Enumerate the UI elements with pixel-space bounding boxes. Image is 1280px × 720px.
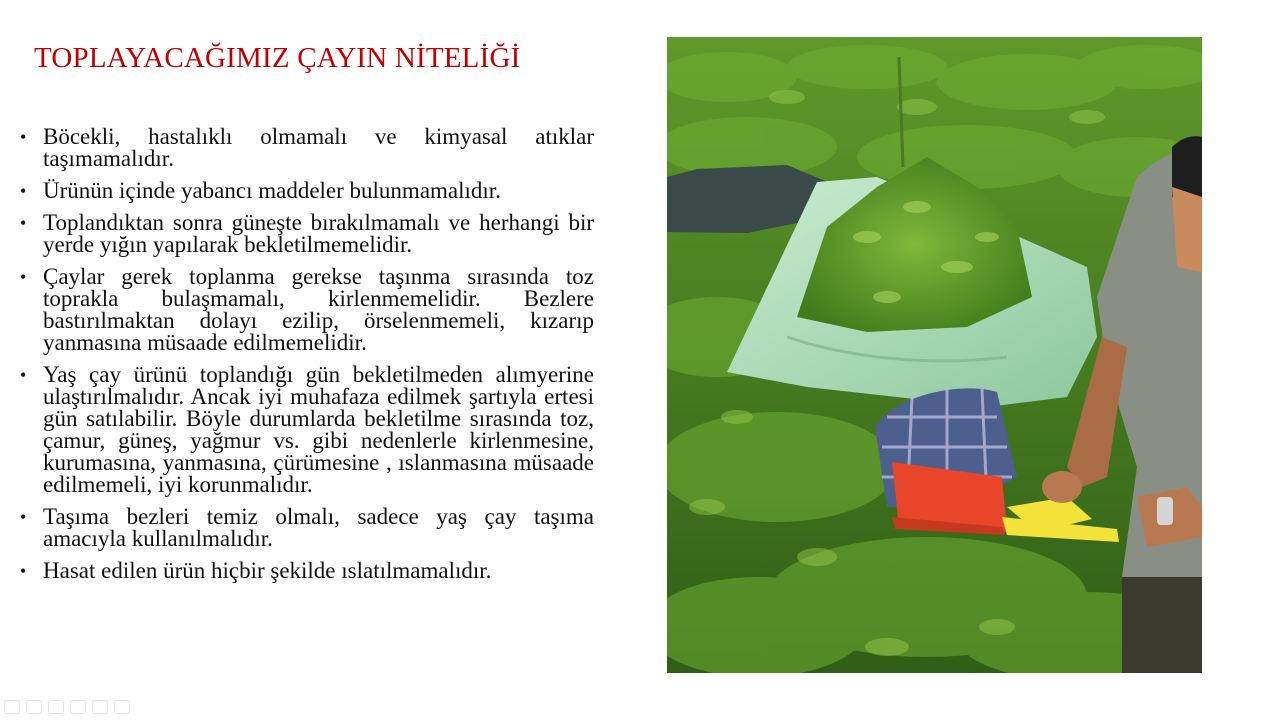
bullet-item (20, 180, 594, 202)
bullet-dot-icon: • (20, 213, 27, 233)
slide-toolbar (4, 700, 130, 716)
bullet-list (20, 126, 594, 592)
next-slide-icon[interactable] (26, 700, 42, 714)
bullet-text: Böcekli, hastalıklı olmamalı ve kimyasal atıklar taşımamalıdır. (43, 124, 594, 171)
bullet-text: Taşıma bezleri temiz olmalı, sadece yaş çay taşıma amacıyla kullanılmalıdır. (43, 504, 594, 551)
slides-icon[interactable] (70, 700, 86, 714)
zoom-icon[interactable] (92, 700, 108, 714)
bullet-item (20, 364, 594, 496)
bullet-item (20, 560, 594, 582)
bullet-dot-icon: • (20, 181, 27, 201)
bullet-dot-icon: • (20, 365, 27, 385)
bullet-dot-icon: • (20, 267, 27, 287)
bullet-text: Çaylar gerek toplanma gerekse taşınma sırasında toz toprakla bulaşmamalı, kirlenmemelidir. Bezlere bastırılmaktan dolayı ezilip, örselenmemeli, kızarıp yanmasına müsaade edilmemelidir. (43, 264, 594, 355)
more-options-icon[interactable] (114, 700, 130, 714)
bullet-text: Hasat edilen ürün hiçbir şekilde ıslatılmamalıdır. (43, 558, 492, 583)
slide-title: TOPLAYACAĞIMIZ ÇAYIN NİTELİĞİ (34, 42, 521, 74)
prev-slide-icon[interactable] (4, 700, 20, 714)
bullet-dot-icon: • (20, 507, 27, 527)
bullet-item (20, 266, 594, 354)
tea-harvest-illustration (667, 37, 1202, 673)
tea-harvest-photo (667, 37, 1202, 673)
bullet-text: Toplandıktan sonra güneşte bırakılmamalı ve herhangi bir yerde yığın yapılarak bekletilmemelidir. (43, 210, 594, 257)
bullet-text: Yaş çay ürünü toplandığı gün bekletilmeden alımyerine ulaştırılmalıdır. Ancak iyi muhafaza edilmek şartıyla ertesi gün satılabilir. Böyle durumlarda bekletilme sırasında toz, çamur, güneş, yağmur vs. gibi nedenlerle kirlenmesine, kurumasına, yanmasına, çürümesine , ıslanmasına müsaade edilmemeli, iyi korunmalıdır. (43, 362, 594, 497)
bullet-dot-icon: • (20, 561, 27, 581)
pen-icon[interactable] (48, 700, 64, 714)
bullet-item (20, 506, 594, 550)
bullet-item (20, 126, 594, 170)
bullet-item (20, 212, 594, 256)
bullet-text: Ürünün içinde yabancı maddeler bulunmamalıdır. (43, 178, 501, 203)
bullet-dot-icon: • (20, 127, 27, 147)
